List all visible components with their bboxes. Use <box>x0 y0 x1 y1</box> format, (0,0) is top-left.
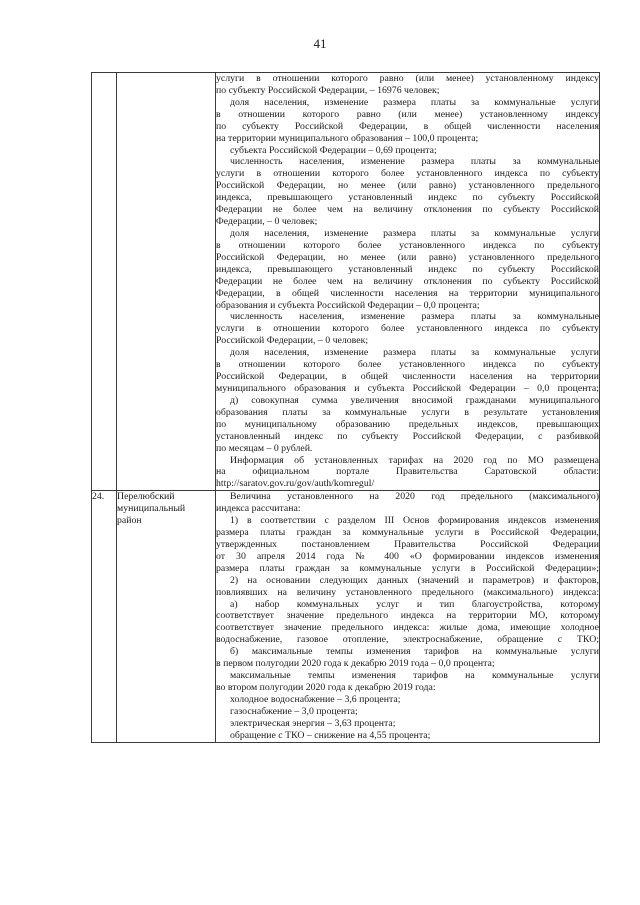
text-line: в отношении которого равно (или менее) установленному индексу <box>216 108 599 120</box>
municipality-name-cell <box>117 73 216 491</box>
text-line: утвержденных постановлением Правительства Российской Федерации <box>216 538 599 550</box>
page-number: 41 <box>313 36 327 51</box>
table-row <box>92 491 600 742</box>
text-line: индекса рассчитана: <box>216 503 301 515</box>
row-number-cell <box>92 73 117 491</box>
text-line: размера платы граждан за коммунальные услуги в Российской Федерации, <box>216 527 599 539</box>
table-row <box>92 73 600 491</box>
text-line: б) максимальные темпы изменения тарифов на коммунальные услуги <box>230 646 599 658</box>
text-line: соответствует значение предельного индекса: жилые дома, имеющие холодное <box>216 622 599 634</box>
text-line: в первом полугодии 2020 года к декабрю 2019 года – 0,0 процента; <box>216 658 495 670</box>
text-line: по субъекту Российской Федерации, в общей численности населения <box>216 120 599 132</box>
text-line: повлиявших на величину установленного предельного (максимального) индекса: <box>216 586 599 598</box>
text-line: услуги в отношении которого более установленного индекса по субъекту <box>216 323 599 335</box>
text-line: Федерации не более чем на величину отклонения по субъекту Российской <box>216 275 599 287</box>
text-line: Российской Федерации, но менее (или равно) установленного предельного <box>216 251 599 263</box>
text-line: на официальном портале Правительства Саратовской области: <box>216 466 599 478</box>
text-line: субъекта Российской Федерации – 0,69 процента; <box>230 144 437 156</box>
text-line: http://saratov.gov.ru/gov/auth/komregul/ <box>216 478 375 490</box>
text-line: численность населения, изменение размера платы за коммунальные <box>230 156 599 168</box>
text-line: Федерации, в общей численности населения на территории муниципального <box>216 287 599 299</box>
text-line: а) набор коммунальных услуг и тип благоустройства, которому <box>230 598 599 610</box>
description-cell <box>216 491 600 742</box>
text-line: Информация об установленных тарифах на 2020 год по МО размещена <box>230 454 599 466</box>
text-line: соответствует значение предельного индекса на территории МО, которому <box>216 610 599 622</box>
text-line: на территории муниципального образования – 100,0 процента; <box>216 132 479 144</box>
text-line: во втором полугодии 2020 года к декабрю 2019 года: <box>216 682 436 694</box>
text-line: услуги в отношении которого равно (или менее) установленному индексу <box>216 73 599 84</box>
text-line: газоснабжение – 3,0 процента; <box>230 705 358 717</box>
municipality-name-line: район <box>117 515 142 527</box>
text-line: от 30 апреля 2014 года № 400 «О формировании индексов изменения <box>216 550 599 562</box>
text-line: размера платы граждан за коммунальные услуги в Российской Федерации»; <box>216 562 599 574</box>
text-line: Федерации не более чем на величину отклонения по субъекту Российской <box>216 204 599 216</box>
text-line: доля населения, изменение размера платы за коммунальные услуги <box>230 347 599 359</box>
municipality-name-line: муниципальный <box>117 503 186 515</box>
row-number-cell: 24. <box>92 491 117 742</box>
text-line: по субъекту Российской Федерации, – 16976 человек; <box>216 84 440 96</box>
text-line: образования платы за коммунальные услуги в результате установления <box>216 406 599 418</box>
description-cell <box>216 73 600 491</box>
municipality-name-cell <box>117 491 216 742</box>
text-line: в отношении которого более установленного индекса по субъекту <box>216 359 599 371</box>
text-line: по месяцам – 0 рублей. <box>216 442 313 454</box>
text-line: 2) на основании следующих данных (значений и параметров) и факторов, <box>230 574 599 586</box>
text-line: холодное водоснабжение – 3,6 процента; <box>230 693 401 705</box>
text-line: 1) в соответствии с разделом III Основ формирования индексов изменения <box>230 515 599 527</box>
text-line: образования и субъекта Российской Федерации – 0,0 процента; <box>216 299 480 311</box>
text-line: водоснабжение, газовое отопление, электроснабжение, обращение с ТКО; <box>216 634 599 646</box>
text-line: максимальные темпы изменения тарифов на коммунальные услуги <box>230 670 599 682</box>
text-line: доля населения, изменение размера платы за коммунальные услуги <box>230 227 599 239</box>
text-line: муниципального образования и субъекта Российской Федерации – 0,0 процента; <box>216 382 599 394</box>
tariff-table <box>91 72 600 743</box>
text-line: доля населения, изменение размера платы за коммунальные услуги <box>230 96 599 108</box>
text-line: электрическая энергия – 3,63 процента; <box>230 717 396 729</box>
text-line: по муниципальному образованию предельных индексов, превышающих <box>216 418 599 430</box>
text-line: Российской Федерации, в общей численности населения на территории <box>216 371 599 383</box>
text-line: в отношении которого более установленного индекса по субъекту <box>216 239 599 251</box>
text-line: Федерации, – 0 человек; <box>216 216 318 228</box>
text-line: обращение с ТКО – снижение на 4,55 процента; <box>230 729 431 741</box>
municipality-name-line: Перелюбский <box>117 491 175 503</box>
text-line: д) совокупная сумма увеличения вносимой гражданами муниципального <box>230 394 599 406</box>
text-line: Российской Федерации, – 0 человек; <box>216 335 369 347</box>
text-line: Российской Федерации, но менее (или равно) установленного предельного <box>216 180 599 192</box>
text-line: установленный индекс по субъекту Российской Федерации, с разбивкой <box>216 430 599 442</box>
text-line: Величина установленного на 2020 год предельного (максимального) <box>230 491 599 503</box>
text-line: численность населения, изменение размера платы за коммунальные <box>230 311 599 323</box>
text-line: услуги в отношении которого более установленного индекса по субъекту <box>216 168 599 180</box>
text-line: индекса, превышающего установленный индекс по субъекту Российской <box>216 263 599 275</box>
text-line: индекса, превышающего установленный индекс по субъекту Российской <box>216 192 599 204</box>
